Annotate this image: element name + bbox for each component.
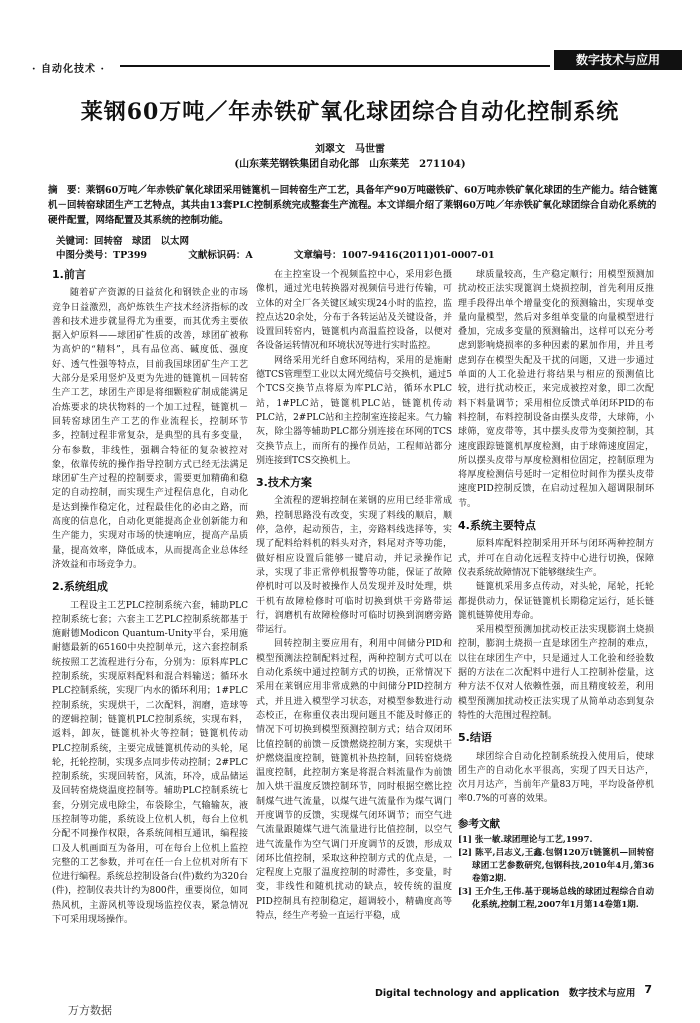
meta-row — [56, 247, 533, 261]
paragraph: 全流程的逻辑控制在莱钢的应用已经非常成熟，控制思路没有改变，实现了料线的顺启，顺停，急停，起动预告，主，旁路料线选择等，实现了配料给料机的料头对齐，料尾对齐等功能，做好相应设置后能够一键启动，并记录操作记录，实现了非正常停机报警等功能，保证了故障停机时可以及时被操作人员发现并及时处理，烘干机有故障检修时可临时切换到烘干旁路带运行，润磨机有故障检修时可临时切换到润磨旁路带运行。 — [256, 496, 452, 636]
column-3 — [458, 268, 654, 912]
reference-item: [2] 陈平,吕志义,王鑫.包钢120万t链篦机—回转窑球团工艺参数研究,包钢科技,2010年4月,第36卷第2期. — [458, 847, 654, 884]
column-2 — [256, 268, 452, 923]
page-number: 7 — [644, 983, 652, 996]
article-number: 文章编号：1007-9416(2011)01-0007-01 — [294, 250, 495, 261]
paragraph: 原料库配料控制采用开环与闭环两种控制方式，并可在自动化远程支持中心进行切换，保障仪表系统故障情况下能够继续生产。 — [458, 539, 654, 578]
article-title: 莱钢60万吨／年赤铁矿氧化球团综合自动化控制系统 — [80, 99, 620, 125]
abstract — [48, 183, 660, 228]
authors: 刘翠文 马世雷 — [315, 144, 385, 155]
section-heading: 3.技术方案 — [256, 476, 312, 490]
abstract-text: 莱钢60万吨／年赤铁矿氧化球团采用链篦机－回转窑生产工艺，具备年产90万吨磁铁矿、60万吨赤铁矿氧化球团的生产能力。结合链篦机－回转窑球团生产工艺特点，其共由13套PLC控制系统完成整套生产流程。本文详细介绍了莱钢60万吨／年赤铁矿氧化球团综合自动化系统的硬件配置，网络配置及其系统的控制功能。 — [48, 185, 658, 226]
paragraph: 回转控制主要应用有，利用中间储分PID和模型预测法控制配料过程，两种控制方式可以在自动化系统中通过控制方式的切换，正常情况下采用在莱钢应用非常成熟的中间储分PID控制方式，并且进入模型学习状态，对模型参数进行动态校正，在称重仪表出现问题且不能及时修正的情况下可切换到模型预测控制方式；结合双闭环比值控制的前馈－反馈燃烧控制方案，实现烘干炉燃烧温度控制，链篦机补热控制，回转窑烧烧温度控制，此控制方案是将混合料流量作为前馈加入烘干温度反馈控制环节，同时根据空燃比控制煤气进气流量，以煤气进气流量作为煤气调门开度调节的反馈，实现煤气闭环调节；而空气进气流量跟随煤气进气流量进行比值控制，以空气进气流量作为空气调门开度调节的反馈，形成双闭环比值控制，采取这种控制方式的优点是，一定程度上克服了温度控制的时滞性，多变量，时变，非线性和随机扰动的缺点，较传统的温度PID控制具有控制稳定，超调较小，精确度高等特点，经生产考验一直运行平稳，成 — [256, 639, 452, 922]
section-heading: 2.系统组成 — [52, 580, 108, 594]
references-heading: 参考文献 — [458, 817, 500, 830]
reference-item: [1] 张一敏.球团理论与工艺,1997. — [458, 834, 593, 845]
section-heading: 1.前言 — [52, 268, 86, 281]
paragraph: 链篦机采用多点传动，对头轮，尾轮，托轮都提供动力，保证链篦机长期稳定运行，延长链篦机链箅使用寿命。 — [458, 582, 654, 621]
paragraph: 球团综合自动化控制系统投入使用后，使球团生产的自动化水平很高，实现了四天日达产，次月月达产，当前年产量83万吨，平均设备停机率0.7%的可喜的效果。 — [458, 751, 654, 805]
document-code: 文献标识码：A — [188, 250, 253, 261]
section-heading: 4.系统主要特点 — [458, 519, 536, 533]
footer-journal: Digital technology and application 数字技术与应用 — [375, 988, 636, 999]
section-label: · 自动化技术 · — [32, 64, 105, 75]
paragraph: 在主控室设一个视频监控中心，采用彩色摄像机，通过光电转换器对视频信号进行传输，可立体的对全厂各关键区域实现24小时的监控，监控点达20余处，分布于各转运站及关键设备，并设置回转窑内，链篦机内高温监控设备，以便对各设备运转情况和环境状况等进行实时监控。 — [256, 270, 452, 352]
paragraph: 网络采用光纤自愈环网结构，采用的是施耐德TCS管理型工业以太网光缆信号交换机，通过5个TCS交换节点将原为库PLC站，循环水PLC站，1#PLC站，链篦机PLC站，链篦机传动PLC站，2#PLC站和主控制室连接起来。气力输灰，除尘器等辅助PLC都分别连接在环网的TCS交换节点上，而所有的操作员站，工程师站都分别连接到TCS交换机上。 — [256, 355, 452, 466]
reference-item: [3] 王介生,王伟.基于现场总线的球团过程综合自动化系统,控制工程,2007年1月第14卷第1期. — [458, 886, 654, 910]
keywords: 关键词：回转窑 球团 以太网 — [56, 236, 190, 247]
journal-badge: 数字技术与应用 — [554, 50, 682, 70]
affiliation: (山东莱芜钢铁集团自动化部 山东莱芜 271104) — [234, 159, 466, 170]
abstract-label: 摘 要： — [48, 185, 87, 196]
paragraph: 球质量较高，生产稳定顺行；用模型预测加扰动校正法实现篦润土烧损控制，首先利用反推理手段得出单个增量变化的预测输出，实现单变量向量模型，然后对多组单变量的向量模型进行叠加，完成多变量的预测输出，这样可以充分考虑到影响烧损率的多种因素的累加作用，并且考虑到存在模型失配及干扰的问题，又进一步通过单面的人工化验进行将结果与相应的预测值比较，进行扰动校正，来完成被控对象，即二次配料下料量调节；采用相位反馈式单闭环PID的布料控制，布料控制设备由摆头皮带，大球筛，小球筛，宽皮带等，其中摆头皮带为变频控制，其速度跟踪链篦机厚度检测，由于球筛速度固定，所以摆头皮带与厚度检测相位固定，控制原理为将厚度检测信号延时一定相位时间作为摆头皮带速度PID控制反馈，在启动过程加入超调限制环节。 — [458, 270, 654, 509]
paragraph: 工程设主工艺PLC控制系统六套，辅助PLC控制系统七套；六套主工艺PLC控制系统都基于施耐德Modicon Quantum-Unity平台，采用施耐德最新的65160中央控制单元，这六套控制系统按照工艺流程进行分布，分别为：原料库PLC控制系统，实现原料配料和混合料输送；循环水PLC控制系统，实现厂内水的循环利用；1#PLC控制系统，实现烘干，二次配料，润磨，造球等的逻辑控制；链篦机PLC控制系统，实现布料，返料，卸灰，链篦机补火等控制；链篦机传动PLC控制系统，主要完成链篦机传动的头轮，尾轮，托轮控制，实现多点同步传动控制；2#PLC控制系统，实现回转窑，风流，环冷，成品储运及回转窑烧烧温度控制等。辅助PLC控制系统七套，分别完成电除尘，布袋除尘，气输输灰，液压控制等功能，系统设上位机人机，每台上位机分配不同操作权限，各系统间相互通讯，编程接口及人机画面互为备用，可在每台上位机上监控完整的工艺参数，并可在任一台上位机对所有下位进行编程。系统总控制设备台(件)数约为320台(件)，控制仪表共计约为800件，重要岗位，如同热风机，主游风机等设现场监控仪表，紧急情况下可采用现场操作。 — [52, 600, 248, 926]
clc-number: 中图分类号：TP399 — [56, 250, 148, 261]
section-heading: 5.结语 — [458, 731, 492, 745]
header-rule — [120, 65, 550, 67]
watermark: 万方数据 — [68, 1004, 112, 1017]
column-1 — [52, 268, 248, 927]
paragraph: 随着矿产资源的日益贫化和钢铁企业的市场竞争日益激烈，高炉炼铁生产技术经济指标的改善和技术进步就显得尤为重要，而其优秀主要依据入炉原料——球团矿性质的改善，球团矿被称为高炉的“精料”，具有品位高、碱度低、强度好、透气性强等特点，目前我国球团矿生产工艺大部分是采用竖炉及更为先进的链篦机－回转窑生产工艺，球团生产即是将细颗粒矿制成能满足冶炼要求的块状物料的一个加工过程，链篦机－回转窑球团生产工艺的作业流程长，控制环节多，控制过程非常复杂，是典型的具有多变量，分布参数，非线性，强耦合特征的复杂被控对象，依靠传统的操作指导控制方式已经无法满足球团矿生产过程的控制要求，需要更加精确和稳定的自动控制，而实现生产过程信息化，自动化是达到操作稳定化，过程最佳化的必由之路，而高度的信息化，自动化更能提高企业创新能力和生产能力，实现对市场的快速响应，提高产品质量，提高效率，降低成本，从而提高企业总体经济效益和市场竞争力。 — [52, 288, 248, 570]
paragraph: 采用模型预测加扰动校正法实现膨润土烧损控制，膨润土烧损一直是球团生产控制的难点，以往在球团生产中，只是通过人工化验和经验数据的方法在二次配料中进行人工控制补偿量，这种方法不仅对人依赖性强，而且精度较差，利用模型预测加扰动校正法实现了从简单动态到复杂特性的大范围过程控制。 — [458, 625, 654, 721]
